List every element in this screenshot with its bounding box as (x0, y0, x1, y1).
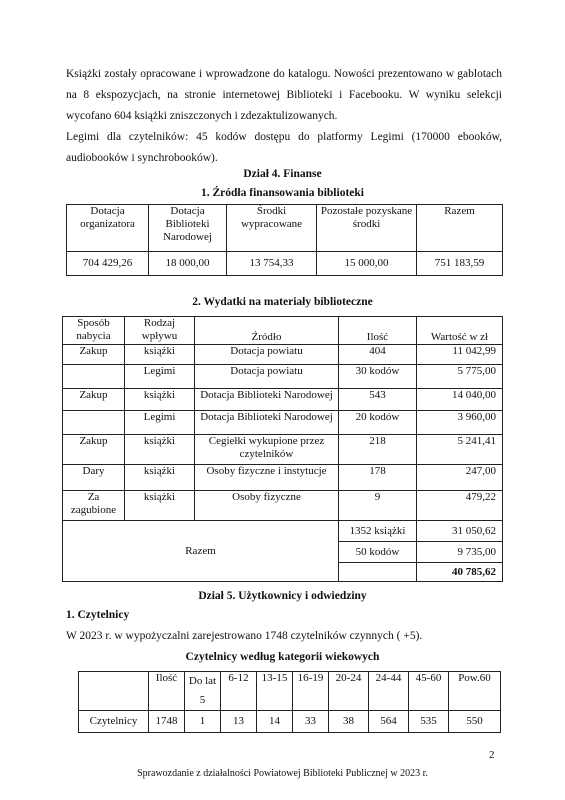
section-heading: Dział 4. Finanse (243, 168, 322, 180)
table-header-cell: Dotacja Biblioteki Narodowej (149, 205, 227, 252)
subsection-heading: 1. Źródła finansowania biblioteki (201, 187, 364, 199)
table-header-row (67, 205, 503, 252)
table-cell (339, 563, 417, 582)
table-cell (63, 411, 125, 435)
intro-paragraph (66, 64, 502, 169)
table-header-cell: Pow.60 (449, 672, 501, 711)
table-cell: Osoby fizyczne (195, 491, 339, 521)
readers-text: W 2023 r. w wypożyczalni zarejestrowano 1748 czytelników czynnych ( +5). (66, 630, 423, 642)
table-cell: 9 735,00 (417, 542, 503, 563)
table-header-cell: Rodzaj wpływu (125, 317, 195, 345)
table-row (79, 711, 501, 733)
table-cell: książki (125, 345, 195, 365)
intro-line: Książki zostały opracowane i wprowadzone do katalogu. Nowości prezentowano w gablotach (66, 68, 502, 80)
table-cell: Zakup (63, 389, 125, 411)
subsection-heading: 1. Czytelnicy (66, 609, 130, 621)
intro-line: audiobooków i synchrobooków). (66, 152, 218, 164)
table-cell: książki (125, 435, 195, 465)
expenses-table (62, 316, 503, 582)
table-row (63, 465, 503, 491)
table-cell: 404 (339, 345, 417, 365)
table-header-cell: 20-24 (329, 672, 369, 711)
table-cell: 18 000,00 (149, 252, 227, 276)
table-cell: 247,00 (417, 465, 503, 491)
table-cell: 704 429,26 (67, 252, 149, 276)
table-cell: 1748 (149, 711, 185, 733)
intro-line: Legimi dla czytelników: 45 kodów dostępu do platformy Legimi (170000 ebooków, (66, 131, 502, 143)
table-cell: 3 960,00 (417, 411, 503, 435)
table-cell: 38 (329, 711, 369, 733)
table-cell: 30 kodów (339, 365, 417, 389)
table-header-row (63, 317, 503, 345)
table-header-cell: 13-15 (257, 672, 293, 711)
table-cell: 1 (185, 711, 221, 733)
table-cell: 14 040,00 (417, 389, 503, 411)
table-cell: Zakup (63, 435, 125, 465)
table-cell: 178 (339, 465, 417, 491)
table-cell: 5 775,00 (417, 365, 503, 389)
table-cell: Osoby fizyczne i instytucje (195, 465, 339, 491)
table-row (63, 345, 503, 365)
table-row (63, 491, 503, 521)
table-title: Czytelnicy według kategorii wiekowych (185, 651, 380, 663)
table-cell: 9 (339, 491, 417, 521)
table-cell: książki (125, 389, 195, 411)
table-row (63, 435, 503, 465)
table-cell: 218 (339, 435, 417, 465)
table-header-cell: Dotacja organizatora (67, 205, 149, 252)
table-header-cell: Środki wypracowane (227, 205, 317, 252)
table-cell: Za zagubione (63, 491, 125, 521)
age-categories-table (78, 671, 501, 733)
table-cell: Cegiełki wykupione przez czytelników (195, 435, 339, 465)
table-cell (63, 365, 125, 389)
table-header-cell: 45-60 (409, 672, 449, 711)
table-cell: 15 000,00 (317, 252, 417, 276)
table-row (63, 521, 503, 542)
table-cell: Legimi (125, 411, 195, 435)
grand-total-cell: 40 785,62 (417, 563, 503, 582)
table-cell: 13 (221, 711, 257, 733)
table-row (63, 411, 503, 435)
table-header-cell: 6-12 (221, 672, 257, 711)
table-header-row (79, 672, 501, 711)
funding-table (66, 204, 503, 276)
table-cell: Dotacja powiatu (195, 345, 339, 365)
table-header-cell: Pozostałe pozyskane środki (317, 205, 417, 252)
table-cell: 14 (257, 711, 293, 733)
table-header-cell: 24-44 (369, 672, 409, 711)
table-cell: Dotacja Biblioteki Narodowej (195, 411, 339, 435)
table-cell: 550 (449, 711, 501, 733)
table-cell: 751 183,59 (417, 252, 503, 276)
table-header-cell: Źródło (195, 317, 339, 345)
table-cell: 479,22 (417, 491, 503, 521)
table-cell: 31 050,62 (417, 521, 503, 542)
page-number: 2 (489, 749, 495, 761)
table-cell: 564 (369, 711, 409, 733)
table-header-cell: 16-19 (293, 672, 329, 711)
table-cell: książki (125, 491, 195, 521)
table-cell: 50 kodów (339, 542, 417, 563)
table-cell: 33 (293, 711, 329, 733)
table-cell: 535 (409, 711, 449, 733)
table-cell: 1352 książki (339, 521, 417, 542)
table-header-cell (79, 672, 149, 711)
intro-line: na 8 ekspozycjach, na stronie internetowej Biblioteki i Facebooku. W wyniku selekcji (66, 89, 502, 101)
table-row (63, 389, 503, 411)
table-row (63, 365, 503, 389)
table-row (67, 252, 503, 276)
table-cell: Czytelnicy (79, 711, 149, 733)
total-label-cell: Razem (63, 521, 339, 582)
table-header-cell: Ilość (339, 317, 417, 345)
table-cell: 13 754,33 (227, 252, 317, 276)
table-header-cell: Wartość w zł (417, 317, 503, 345)
table-cell: 5 241,41 (417, 435, 503, 465)
table-header-cell: Ilość (149, 672, 185, 711)
table-cell: książki (125, 465, 195, 491)
table-cell: Dotacja Biblioteki Narodowej (195, 389, 339, 411)
table-cell: 543 (339, 389, 417, 411)
table-cell: Dotacja powiatu (195, 365, 339, 389)
table-cell: Zakup (63, 345, 125, 365)
table-cell: Legimi (125, 365, 195, 389)
table-header-cell: Sposób nabycia (63, 317, 125, 345)
table-cell: 20 kodów (339, 411, 417, 435)
intro-line: wycofano 604 książki zniszczonych i zdezaktulizowanych. (66, 110, 338, 122)
table-cell: 11 042,99 (417, 345, 503, 365)
section-heading: Dział 5. Użytkownicy i odwiedziny (198, 590, 367, 602)
subsection-heading: 2. Wydatki na materiały biblioteczne (192, 296, 373, 308)
table-header-cell: Razem (417, 205, 503, 252)
page-footer: Sprawozdanie z działalności Powiatowej Biblioteki Publicznej w 2023 r. (137, 768, 428, 779)
table-header-cell: Do lat 5 (185, 672, 221, 711)
table-cell: Dary (63, 465, 125, 491)
